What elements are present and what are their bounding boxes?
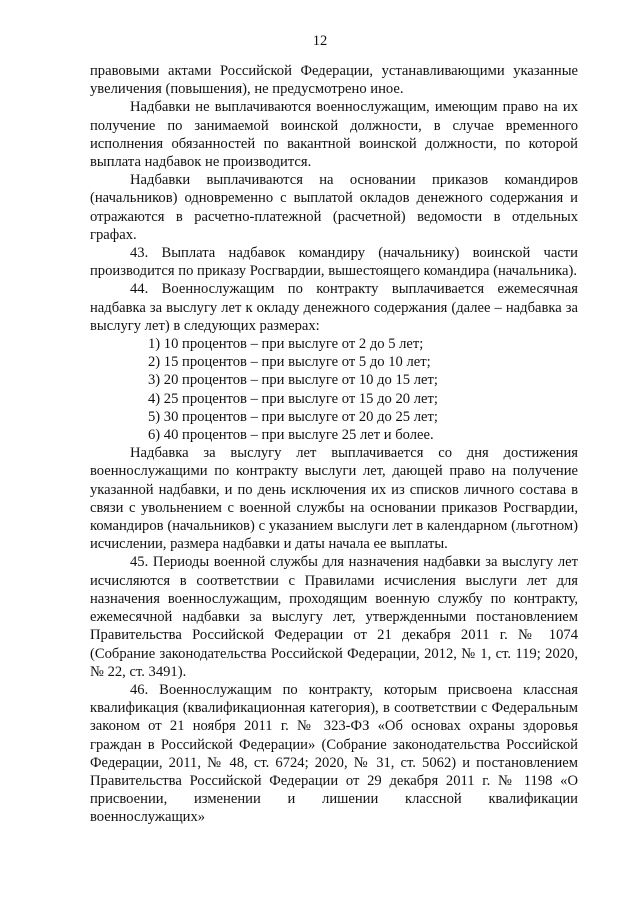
list-item: 6) 40 процентов – при выслуге 25 лет и более.: [148, 427, 434, 444]
list-item: 2) 15 процентов – при выслуге от 5 до 10 лет;: [148, 354, 431, 371]
paragraph: Надбавка за выслугу лет выплачивается со дня достижения военнослужащими по контракту выслуги лет, дающей право на получение указанной надбавки, и по день исключения их из списков личного состава в связи с увольнением с военной службы на основании приказов Росгвардии, командиров (начальников) с указанием выслуги лет в календарном (льготном) исчислении, размера надбавки и даты начала ее выплаты.: [90, 445, 578, 553]
paragraph: правовыми актами Российской Федерации, устанавливающими указанные увеличения (повышения), не предусмотрено иное.: [90, 63, 578, 98]
paragraph: Надбавки не выплачиваются военнослужащим, имеющим право на их получение по занимаемой воинской должности, в случае временного исполнения обязанностей по вакантной воинской должности, по которой выплата надбавок не производится.: [90, 99, 578, 171]
paragraph: 44. Военнослужащим по контракту выплачивается ежемесячная надбавка за выслугу лет к окладу денежного содержания (далее – надбавка за выслугу лет) в следующих размерах:: [90, 281, 578, 334]
paragraph: 45. Периоды военной службы для назначения надбавки за выслугу лет исчисляются в соответствии с Правилами исчисления выслуги лет для назначения военнослужащим, проходящим военную службу по контракту, ежемесячной надбавки за выслугу лет, утвержденными постановлением Правительства Российской Федерации от 21 декабря 2011 г. № 1074 (Собрание законодательства Российской Федерации, 2012, № 1, ст. 119; 2020, № 22, ст. 3491).: [90, 554, 578, 680]
list-item: 3) 20 процентов – при выслуге от 10 до 15 лет;: [148, 372, 438, 389]
paragraph: 43. Выплата надбавок командиру (начальнику) воинской части производится по приказу Росгвардии, вышестоящего командира (начальника).: [90, 245, 578, 280]
list-item: 4) 25 процентов – при выслуге от 15 до 20 лет;: [148, 390, 438, 407]
document-body: [90, 62, 578, 827]
paragraph: 46. Военнослужащим по контракту, которым присвоена классная квалификация (квалификационная категория), в соответствии с Федеральным законом от 21 ноября 2011 г. № 323-ФЗ «Об основах охраны здоровья граждан в Российской Федерации» (Собрание законодательства Российской Федерации, 2011, № 48, ст. 6724; 2020, № 31, ст. 5062) и постановлением Правительства Российской Федерации от 29 декабря 2011 г. № 1198 «О присвоении, изменении и лишении классной квалификации военнослужащих»: [90, 681, 578, 826]
list-item: 1) 10 процентов – при выслуге от 2 до 5 лет;: [148, 336, 424, 353]
paragraph: Надбавки выплачиваются на основании приказов командиров (начальников) одновременно с выплатой окладов денежного содержания и отражаются в расчетно-платежной (расчетной) ведомости в отдельных графах.: [90, 172, 578, 243]
page-number: 12: [312, 33, 328, 49]
list-item: 5) 30 процентов – при выслуге от 20 до 25 лет;: [148, 408, 438, 425]
